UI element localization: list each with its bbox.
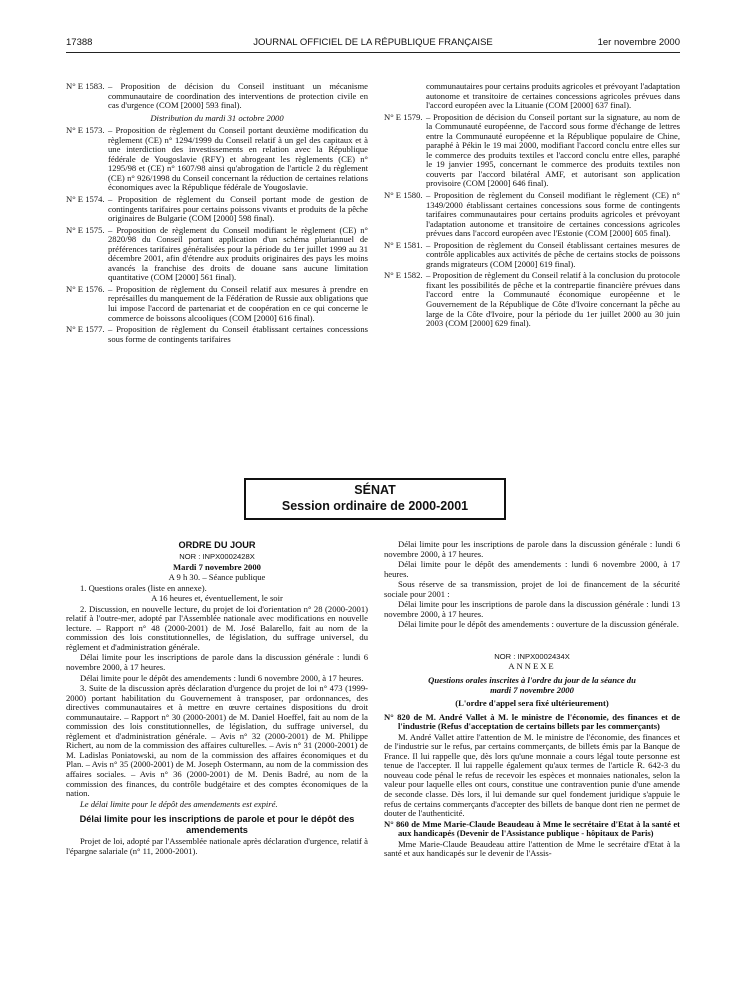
item-text: – Proposition de règlement du Conseil modifiant le règlement (CE) n° 1349/2000 établissant certaines concessions sous forme de contingents tarifaires communautaires pour certains produits agricoles et prévoyant l'adaptation autonome et transitoire de certaines concessions agricoles prévues dans l'accord européen avec l'Estonie (COM [2000] 605 final). — [426, 190, 680, 239]
list-item — [384, 82, 680, 111]
social-security-bill: Sous réserve de sa transmission, projet de loi de financement de la sécurité sociale pour 2001 : — [384, 579, 680, 599]
header-rule — [66, 52, 680, 53]
issue-date: 1er novembre 2000 — [597, 37, 680, 48]
question-820-text: M. André Vallet attire l'attention de M. le ministre de l'économie, des finances et de l'industrie sur le refus, par certains commerçants, de billets émis par la Banque de France. Il lui rappelle que, dès lors qu'une monnaie a cours légal toute personne est tenue de l'accepter. Il lui rappelle également qu'aux termes de l'article R. 642-3 du nouveau code pénal le refus de recevoir les espèces et monnaies nationales, selon la valeur pour laquelle elles ont cours, constitue une contravention punie d'une amende de seconde classe. Dès lors, il lui demande sur quel fondement juridique s'appuie le refus de certains commerçants d'accepter des billets de banque dont rien ne permet de douter de l'authenticité. — [384, 731, 680, 819]
deadline-amendments: Délai limite pour le dépôt des amendements : ouverture de la discussion générale. — [398, 619, 679, 630]
question-860-title: N° 860 de Mme Marie-Claude Beaudeau à Mme le secrétaire d'Etat à la santé et aux handicapés (Devenir de l'Assistance publique - hôpitaux de Paris) — [384, 818, 680, 839]
list-item — [384, 113, 680, 189]
item-text: – Proposition de règlement du Conseil relatif à la conclusion du protocole fixant les possibilités de pêche et la contrepartie financière prévues dans l'accord entre la Communauté économique européenne et le Gouvernement de la République de Côte d'Ivoire concernant la pêche au large de la Côte d'Ivoire, pour la période du 1er juillet 2000 au 30 juin 2003 (COM [2000] 629 final). — [426, 270, 680, 329]
list-item — [384, 191, 680, 239]
list-item — [384, 271, 680, 328]
deadline-amendments: Délai limite pour le dépôt des amendements : lundi 6 novembre 2000, à 17 heures. — [384, 559, 680, 579]
item-text: – Proposition de règlement du Conseil portant mode de gestion de contingents tarifaires pour certains poissons vivants et produits de la pêche originaires de Bulgarie (COM [2000] 598 final). — [108, 194, 368, 224]
bottom-left-column — [66, 540, 368, 857]
agenda-item-1: 1. Questions orales (liste en annexe). — [80, 582, 207, 593]
bottom-right-column — [384, 540, 680, 860]
item-number: N° E 1583. — [66, 81, 105, 91]
item-number: N° E 1580. — [384, 190, 423, 201]
item-text: – Proposition de règlement du Conseil relatif aux mesures à prendre en représailles du manquement de la Fédération de Russie aux obligations que lui impose l'accord de partenariat et de coopération en ce qui concerne le commerce de boissons alcooliques (COM [2000] 616 final). — [108, 283, 368, 323]
senat-heading: SÉNAT — [354, 483, 396, 497]
top-left-column — [66, 82, 368, 346]
nor-reference: NOR : INPX0002434X — [494, 651, 570, 661]
item-text: – Proposition de décision du Conseil portant sur la signature, au nom de la Communauté européenne, de l'accord sous forme d'échange de lettres entre la Communauté européenne et la République populaire de Chine, paraphé à Pékin le 19 mai 2000, modifiant l'accord conclu entre elles sur le commerce des produits textiles et l'accord conclu entre elles, paraphé le 19 janvier 1995, concernant le commerce des produits textiles non couverts par l'accord bilatéral AMF, et autorisant son application provisoire (COM [2000] 646 final). — [426, 111, 680, 189]
nor-reference: NOR : INPX0002428X — [179, 552, 255, 561]
list-item — [384, 241, 680, 270]
deadline-speakers: Délai limite pour les inscriptions de parole dans la discussion générale : lundi 13 novembre 2000, à 17 heures. — [384, 599, 680, 619]
seance-time: A 9 h 30. – Séance publique — [168, 572, 266, 583]
deadlines-heading: Délai limite pour les inscriptions de parole et pour le dépôt des amendements — [79, 814, 355, 836]
journal-title: JOURNAL OFFICIEL DE LA RÉPUBLIQUE FRANÇAISE — [253, 37, 493, 48]
deadline-speakers: Délai limite pour les inscriptions de parole dans la discussion générale : lundi 6 novembre 2000, à 17 heures. — [384, 539, 680, 559]
item-text: – Proposition de règlement du Conseil établissant certaines mesures de contrôle applicables aux activités de pêche de certains stocks de poissons grands migrateurs (COM [2000] 619 final). — [426, 239, 680, 269]
agenda-item-2: 2. Discussion, en nouvelle lecture, du projet de loi d'orientation n° 28 (2000-2001) relatif à l'outre-mer, adopté par l'Assemblée nationale avec modifications en nouvelle lecture. – Rapport n° 48 (2000-2001) de M. José Balarello, fait au nom de la commission des lois constitutionnelles, de législation, du suffrage universel, du règlement et d'administration générale. — [66, 603, 368, 652]
agenda-item-3: 3. Suite de la discussion après déclaration d'urgence du projet de loi n° 473 (1999-2000) portant habilitation du Gouvernement à transposer, par ordonnances, des directives communautaires et à mettre en œuvre certaines dispositions du droit communautaire. – Rapport n° 30 (2000-2001) de M. Daniel Hoeffel, fait au nom de la commission des lois constitutionnelles, de législation, du suffrage universel, du règlement et d'administration générale. – Avis n° 32 (2000-2001) de M. Philippe Richert, au nom de la commission des affaires culturelles. – Avis n° 31 (2000-2001) de M. Ladislas Poniatowski, au nom de la commission des affaires économiques et du Plan. – Avis n° 35 (2000-2001) de M. Joseph Ostermann, au nom de la commission des affaires sociales. – Avis n° 36 (2000-2001) de M. Denis Badré, au nom de la commission des finances, du contrôle budgétaire et des comptes économiques de la nation. — [66, 683, 368, 799]
annexe-heading: ANNEXE — [508, 661, 556, 672]
item-text: – Proposition de règlement du Conseil modifiant le règlement (CE) n° 2820/98 du Conseil portant application d'un schéma pluriannuel de préférences tarifaires généralisées pour la période du 1er juillet 1999 au 31 décembre 2001, afin d'étendre aux produits originaires des pays les moins avancés la franchise des droits de douane sans aucune limitation quantitative (COM [2000] 561 final). — [108, 224, 368, 283]
question-820-title: N° 820 de M. André Vallet à M. le ministre de l'économie, des finances et de l'industrie (Refus d'acceptation de certains billets par les commerçants) — [384, 711, 680, 732]
list-item — [66, 285, 368, 323]
item-number: N° E 1579. — [384, 111, 423, 122]
item-number: N° E 1576. — [66, 283, 105, 294]
deadline-amendments: Délai limite pour le dépôt des amendements : lundi 6 novembre 2000, à 17 heures. — [80, 672, 364, 683]
page-header — [66, 37, 680, 51]
session-heading: Session ordinaire de 2000-2001 — [281, 499, 469, 513]
item-text: – Proposition de décision du Conseil instituant un mécanisme communautaire de coordination des interventions de protection civile en cas d'urgence (COM [2000] 593 final). — [108, 81, 368, 111]
call-order-note: (L'ordre d'appel sera fixé ultérieurement) — [455, 698, 609, 709]
question-860-text: Mme Marie-Claude Beaudeau attire l'attention de Mme le secrétaire d'Etat à la santé et aux handicapés sur le devenir de l'Assis- — [384, 838, 680, 859]
item-number: N° E 1575. — [66, 224, 105, 235]
distribution-heading: Distribution du mardi 31 octobre 2000 — [150, 112, 284, 123]
senat-title-box — [244, 478, 506, 520]
list-item — [66, 126, 368, 193]
item-number: N° E 1574. — [66, 194, 105, 205]
item-number: N° E 1573. — [66, 125, 105, 136]
list-item — [66, 325, 368, 344]
item-text: communautaires pour certains produits agricoles et prévoyant l'adaptation autonome et transitoire de certaines concessions agricoles prévues dans l'accord européen avec la Lituanie (COM [2000] 637 final). — [426, 81, 680, 111]
item-number: N° E 1581. — [384, 239, 423, 250]
questions-heading: Questions orales inscrites à l'ordre du jour de la séance du mardi 7 novembre 2000 — [428, 675, 636, 695]
list-item — [66, 226, 368, 283]
bill-description: Projet de loi, adopté par l'Assemblée nationale après déclaration d'urgence, relatif à l'épargne salariale (n° 11, 2000-2001). — [66, 836, 368, 856]
item-number: N° E 1582. — [384, 270, 423, 281]
list-item — [66, 195, 368, 224]
item-text: – Proposition de règlement du Conseil portant deuxième modification du règlement (CE) n° 1294/1999 du Conseil relatif à un gel des capitaux et à une interdiction des investissements en relation avec la République fédérale de Yougoslavie (RFY) et abrogeant les règlements (CE) n° 1295/98 et (CE) n° 1607/98 ainsi qu'abrogation de l'article 2 du règlement (CE) n° 926/1998 du Conseil concernant la réduction de certaines relations économiques avec la République fédérale de Yougoslavie. — [108, 125, 368, 193]
top-right-column — [384, 82, 680, 331]
item-number: N° E 1577. — [66, 324, 105, 335]
deadline-expired-note: Le délai limite pour le dépôt des amendements est expiré. — [80, 798, 278, 809]
deadline-speakers: Délai limite pour les inscriptions de parole dans la discussion générale : lundi 6 novembre 2000, à 17 heures. — [66, 652, 368, 673]
page-number: 17388 — [66, 37, 93, 48]
afternoon-session: A 16 heures et, éventuellement, le soir — [151, 593, 283, 604]
session-date: Mardi 7 novembre 2000 — [173, 561, 261, 572]
item-text: – Proposition de règlement du Conseil établissant certaines concessions sous forme de contingents tarifaires — [108, 324, 368, 344]
list-item — [66, 82, 368, 111]
ordre-du-jour-heading: ORDRE DU JOUR — [178, 540, 256, 550]
